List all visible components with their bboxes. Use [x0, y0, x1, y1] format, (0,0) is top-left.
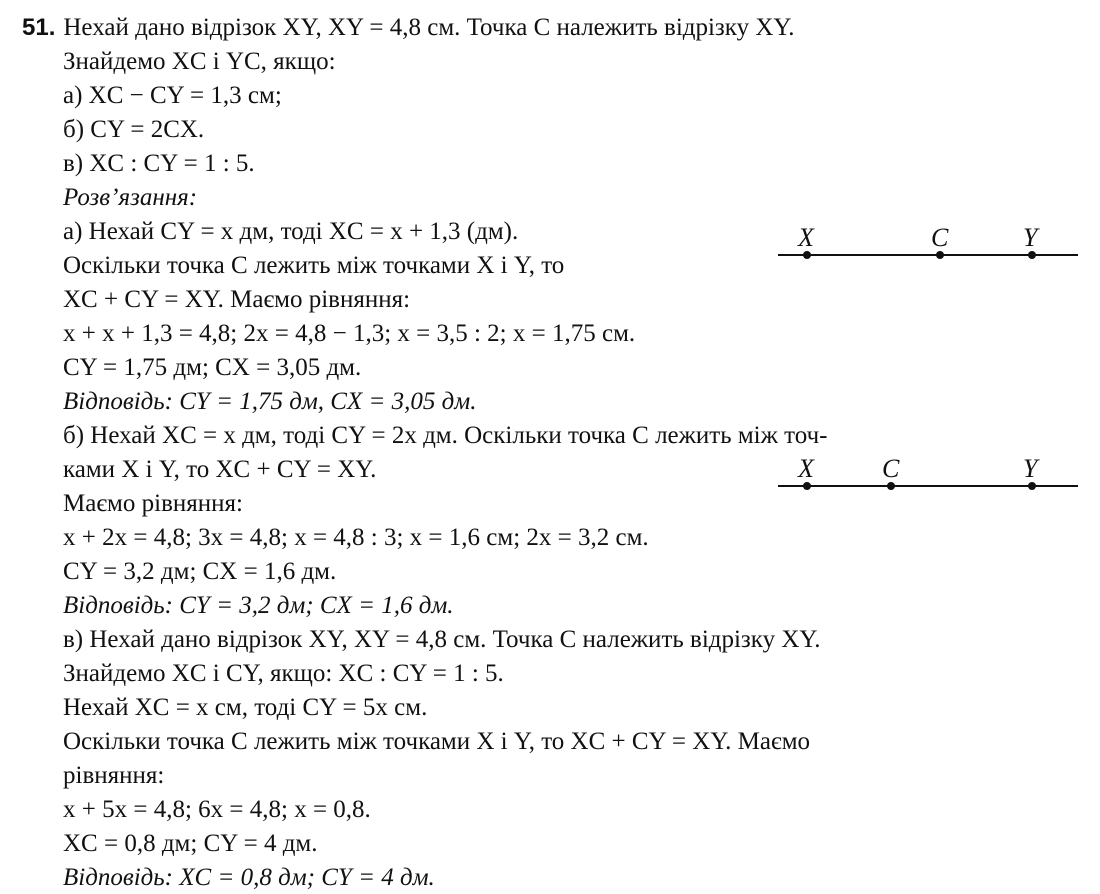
- solution-a-equation: x + x + 1,3 = 4,8; 2x = 4,8 − 1,3; x = 3,5 : 2; x = 1,75 см.: [63, 320, 636, 347]
- solution-c-line: Знайдемо XC і CY, якщо: XC : CY = 1 : 5.: [63, 660, 504, 687]
- point-x-dot: [803, 251, 811, 259]
- point-c-label: C: [931, 223, 949, 252]
- condition-b: б) CY = 2CX.: [63, 116, 205, 143]
- point-x-label: X: [798, 223, 814, 252]
- point-y-label: Y: [1023, 223, 1038, 252]
- answer-c: Відповідь: XC = 0,8 дм; CY = 4 дм.: [63, 864, 435, 891]
- solution-b-equation: x + 2x = 4,8; 3x = 4,8; x = 4,8 : 3; x = 1,6 см; 2x = 3,2 см.: [63, 524, 649, 551]
- point-x-dot: [803, 482, 811, 490]
- solution-c-equation: x + 5x = 4,8; 6x = 4,8; x = 0,8.: [63, 796, 371, 823]
- condition-a: а) XC − CY = 1,3 см;: [63, 82, 282, 109]
- solution-b-line: б) Нехай XC = x дм, тоді CY = 2x дм. Оскільки точка C лежить між точ-: [63, 422, 828, 449]
- answer-b: Відповідь: CY = 3,2 дм; CX = 1,6 дм.: [63, 592, 454, 619]
- solution-b-result: CY = 3,2 дм; CX = 1,6 дм.: [63, 558, 337, 585]
- point-x-label: X: [798, 454, 814, 483]
- point-y-dot: [1028, 251, 1036, 259]
- solution-a-line: а) Нехай CY = x дм, тоді XC = x + 1,3 (дм).: [63, 218, 519, 245]
- statement-text: Нехай дано відрізок XY, XY = 4,8 см. Точка C належить відрізку XY.: [63, 14, 795, 41]
- solution-c-line: Нехай XC = x см, тоді CY = 5x см.: [63, 694, 428, 721]
- point-c-dot: [936, 251, 944, 259]
- solution-a-line: Оскільки точка C лежить між точками X і Y, то: [63, 252, 565, 279]
- solution-a-line: XC + CY = XY. Маємо рівняння:: [63, 286, 411, 313]
- solution-a-result: CY = 1,75 дм; CX = 3,05 дм.: [63, 354, 362, 381]
- find-line: Знайдемо XC і YC, якщо:: [63, 48, 336, 75]
- solution-c-result: XC = 0,8 дм; CY = 4 дм.: [63, 830, 318, 857]
- point-y-label: Y: [1023, 454, 1038, 483]
- answer-a: Відповідь: CY = 1,75 дм, CX = 3,05 дм.: [63, 388, 477, 415]
- point-c-dot: [887, 482, 895, 490]
- segment-diagram-a: [776, 222, 1080, 272]
- problem-statement-line: [22, 12, 794, 44]
- solution-c-line: рівняння:: [63, 762, 165, 789]
- condition-c: в) XC : CY = 1 : 5.: [63, 150, 255, 177]
- solution-b-line: ками X і Y, то XC + CY = XY.: [63, 456, 377, 483]
- point-c-label: C: [882, 454, 900, 483]
- solution-c-line: в) Нехай дано відрізок XY, XY = 4,8 см. Точка C належить відрізку XY.: [63, 626, 821, 653]
- point-y-dot: [1028, 482, 1036, 490]
- problem-number: 51.: [22, 14, 56, 41]
- solution-heading: Розв’язання:: [63, 184, 198, 211]
- solution-c-line: Оскільки точка С лежить між точками X і Y, то XC + CY = XY. Маємо: [63, 728, 811, 755]
- solution-b-line: Маємо рівняння:: [63, 490, 243, 517]
- segment-diagram-b: [776, 453, 1080, 503]
